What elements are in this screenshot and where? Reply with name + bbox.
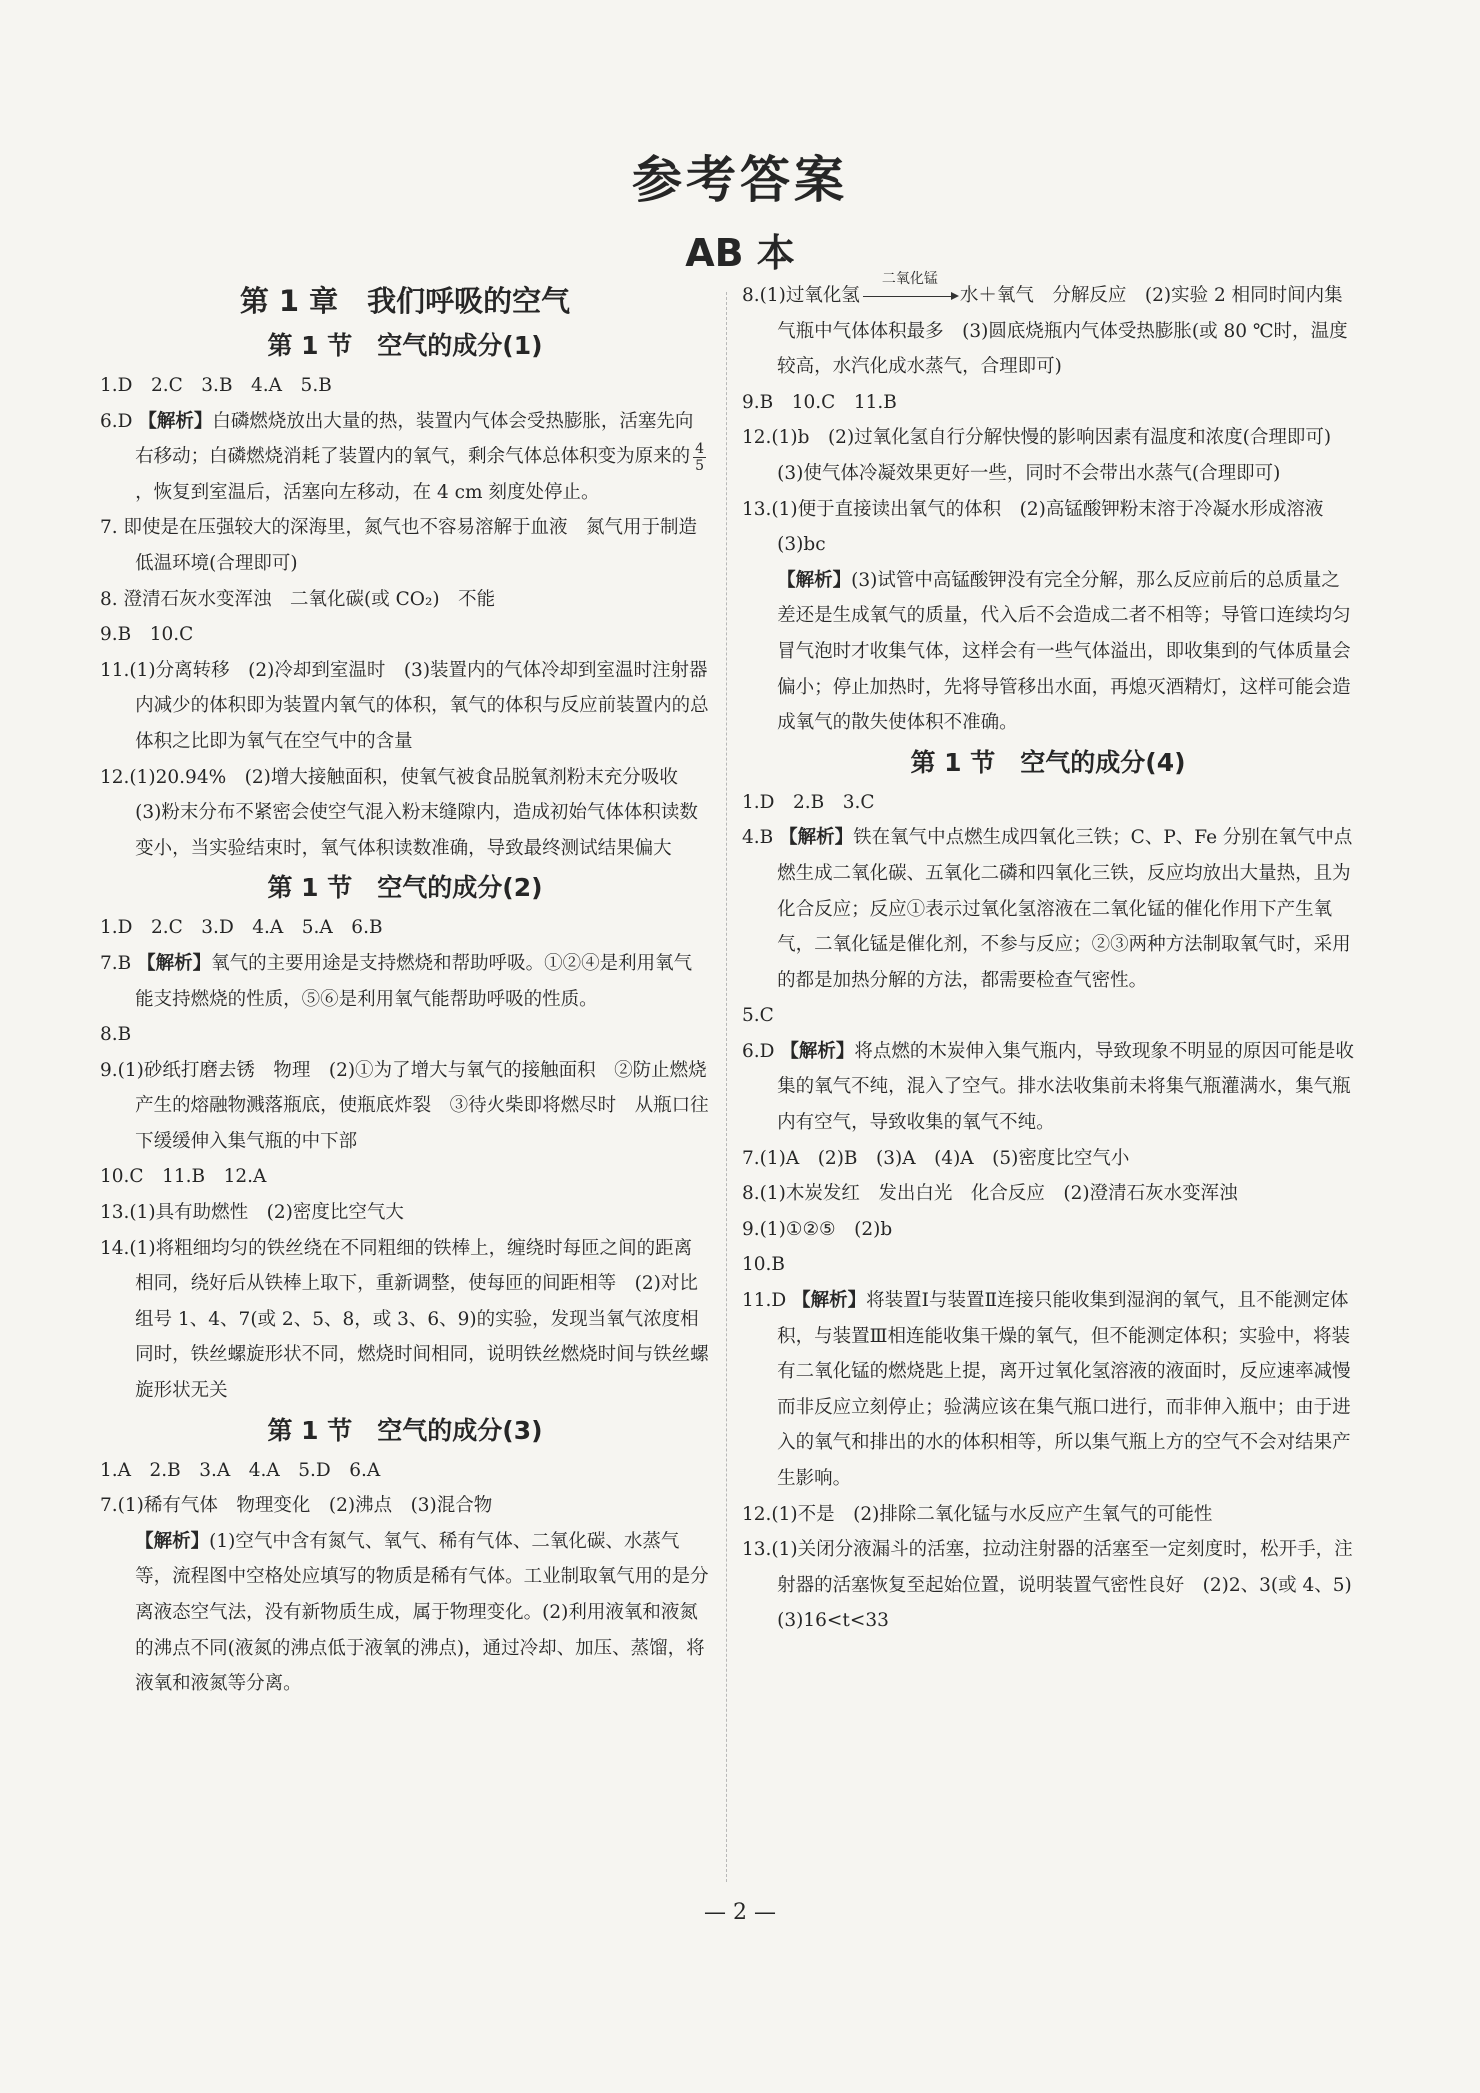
answer-text: 8.(1)过氧化氢 — [742, 285, 860, 306]
answer-item: 7.(1)稀有气体 物理变化 (2)沸点 (3)混合物 — [100, 1495, 493, 1517]
column-divider — [726, 292, 727, 1882]
answer-item: 5.C — [742, 1005, 774, 1027]
answer-item: 7.(1)A (2)B (3)A (4)A (5)密度比空气小 — [742, 1147, 1130, 1169]
answer-item: 10.B — [742, 1254, 786, 1276]
reaction-arrow — [863, 271, 957, 314]
answer-choice: B — [759, 827, 780, 849]
analysis-tag: 【解析】 — [792, 1290, 867, 1312]
question-number: 7. — [100, 952, 118, 974]
page-number: — 2 — — [704, 1900, 776, 1925]
chapter-heading: 第 1 章 我们呼吸的空气 — [239, 284, 571, 318]
analysis-tag: 【解析】 — [780, 1040, 855, 1062]
right-column — [742, 271, 1371, 1639]
analysis-block — [100, 1524, 710, 1702]
answer-item: 12.(1)不是 (2)排除二氧化锰与水反应产生氧气的可能性 — [742, 1503, 1213, 1525]
answer-item: 13.(1)关闭分液漏斗的活塞，拉动注射器的活塞至一定刻度时，松开手，注射器的活塞恢复至起始位置，说明装置气密性良好 (2)2、3(或 4、5) (3)16<t<33 — [742, 1539, 1371, 1632]
answer-item: 9.(1)①②⑤ (2)b — [742, 1218, 893, 1240]
answer-line: 1.D 2.C 3.D 4.A 5.A 6.B — [100, 917, 383, 939]
answer-item — [100, 946, 710, 1017]
analysis-text: (1)空气中含有氮气、氧气、稀有气体、二氧化碳、水蒸气等，流程图中空格处应填写的物质是稀有气体。工业制取氧气用的是分离液态空气法，没有新物质生成，属于物理变化。(2)利用液氧和液氮的沸点不同(液氮的沸点低于液氧的沸点)，通过冷却、加压、蒸馏，将液氧和液氮等分离。 — [135, 1530, 709, 1695]
page-subtitle: AB 本 — [685, 231, 795, 275]
answer-item: 8. 澄清石灰水变浑浊 二氧化碳(或 CO₂) 不能 — [100, 588, 496, 610]
section-heading: 第 1 节 空气的成分(4) — [910, 747, 1186, 777]
answer-text: 水＋氧气 分解反应 (2)实验 2 相同时间内集气瓶中气体体积最多 (3)圆底烧瓶内气体受热膨胀(或 80 ℃时，温度较高，水汽化成水蒸气，合理即可) — [777, 285, 1348, 378]
answer-choice: D — [771, 1290, 793, 1312]
analysis-text: 将装置Ⅰ与装置Ⅱ连接只能收集到湿润的氧气，且不能测定体积，与装置Ⅲ相连能收集干燥的氧气，但不能测定体积；实验中，将装有二氧化锰的燃烧匙上提，离开过氧化氢溶液的液面时，反应速率减慢而非反应立刻停止；验满应该在集气瓶口进行，而非伸入瓶中；由于进入的氧气和排出的水的体积相等，所以集气瓶上方的空气不会对结果产生影响。 — [777, 1290, 1351, 1489]
answer-item — [742, 271, 1354, 385]
analysis-tag: 【解析】 — [138, 410, 213, 432]
answer-item: 7. 即使是在压强较大的深海里，氮气也不容易溶解于血液 氮气用于制造低温环境(合理即可) — [100, 517, 698, 574]
answer-choice: B — [117, 952, 138, 974]
analysis-tag: 【解析】 — [777, 569, 852, 591]
answer-item: 12.(1)b (2)过氧化氢自行分解快慢的影响因素有温度和浓度(合理即可) (3)使气体冷凝效果更好一些，同时不会带出水蒸气(合理即可) — [742, 427, 1350, 484]
fraction-numerator: 4 — [695, 440, 705, 457]
page-title: 参考答案 — [632, 151, 848, 209]
question-number: 11. — [742, 1290, 772, 1312]
answer-item — [742, 1034, 1354, 1141]
answer-item: 13.(1)便于直接读出氧气的体积 (2)高锰酸钾粉末溶于冷凝水形成溶液 (3)bc — [742, 498, 1342, 556]
answer-line: 9.B 10.C 11.B — [742, 391, 897, 413]
answer-item: 11.(1)分离转移 (2)冷却到室温时 (3)装置内的气体冷却到室温时注射器内减少的体积即为装置内氧气的体积，氧气的体积与反应前装置内的总体积之比即为氧气在空气中的含量 — [100, 659, 709, 752]
answer-line: 1.D 2.B 3.C — [742, 791, 875, 813]
answer-item: 9.(1)砂纸打磨去锈 物理 (2)①为了增大与氧气的接触面积 ②防止燃烧产生的熔融物溅落瓶底，使瓶底炸裂 ③待火柴即将燃尽时 从瓶口往下缓缓伸入集气瓶的中下部 — [100, 1059, 709, 1152]
section-heading: 第 1 节 空气的成分(2) — [267, 873, 543, 903]
arrow-icon — [863, 296, 957, 297]
question-number: 6. — [742, 1040, 760, 1062]
analysis-text: ，恢复到室温后，活塞向左移动，在 4 cm 刻度处停止。 — [135, 481, 600, 503]
analysis-text: (3)试管中高锰酸钾没有完全分解，那么反应前后的总质量之差还是生成氧气的质量，代入后不会造成二者不相等；导管口连续均匀冒气泡时才收集气体，这样会有一些气体溢出，即收集到的气体质量会偏小；停止加热时，先将导管移出水面，再熄灭酒精灯，这样可能会造成氧气的散失使体积不准确。 — [777, 569, 1351, 734]
section-heading: 第 1 节 空气的成分(3) — [267, 1415, 543, 1445]
answer-item: 12.(1)20.94% (2)增大接触面积，使氧气被食品脱氧剂粉末充分吸收 (3)粉末分布不紧密会使空气混入粉末缝隙内，造成初始气体体积读数变小，当实验结束时，氧气体积读数准确，导致最终测试结果偏大 — [100, 766, 698, 859]
analysis-tag: 【解析】 — [779, 827, 854, 849]
fraction — [693, 441, 706, 474]
answer-item — [100, 404, 710, 511]
answer-item: 13.(1)具有助燃性 (2)密度比空气大 — [100, 1202, 404, 1224]
question-number: 4. — [742, 827, 760, 849]
question-number: 6. — [100, 410, 118, 432]
catalyst-label: 二氧化锰 — [881, 271, 938, 287]
answer-line: 1.D 2.C 3.B 4.A 5.B — [100, 375, 332, 396]
answer-line: 10.C 11.B 12.A — [100, 1166, 267, 1188]
answer-choice: D — [117, 410, 139, 432]
answer-item — [742, 1283, 1354, 1497]
analysis-text: 氧气的主要用途是支持燃烧和帮助呼吸。①②④是利用氧气能支持燃烧的性质，⑤⑥是利用氧气能帮助呼吸的性质。 — [135, 952, 693, 1010]
analysis-text: 将点燃的木炭伸入集气瓶内，导致现象不明显的原因可能是收集的氧气不纯，混入了空气。排水法收集前未将集气瓶灌满水，集气瓶内有空气，导致收集的氧气不纯。 — [777, 1040, 1354, 1134]
section-heading: 第 1 节 空气的成分(1) — [267, 331, 543, 360]
answer-line: 1.A 2.B 3.A 4.A 5.D 6.A — [100, 1459, 381, 1481]
answer-choice: D — [759, 1040, 781, 1062]
analysis-block — [742, 563, 1354, 741]
analysis-text: 白磷燃烧放出大量的热，装置内气体会受热膨胀，活塞先向右移动；白磷燃烧消耗了装置内的氧气，剩余气体总体积变为原来的 — [135, 410, 694, 468]
answer-line: 9.B 10.C — [100, 624, 194, 646]
answer-item: 14.(1)将粗细均匀的铁丝绕在不同粗细的铁棒上，缠绕时每匝之间的距离相同，绕好后从铁棒上取下，重新调整，使每匝的间距相等 (2)对比组号 1、4、7(或 2、5、8，或 3、6、9)的实验，发现当氧气浓度相同时，铁丝螺旋形状不同，燃烧时间相同，说明铁丝燃烧时间与铁丝螺旋形状无关 — [100, 1237, 709, 1402]
answer-item: 8.B — [100, 1024, 132, 1046]
fraction-denominator: 5 — [695, 457, 705, 474]
answer-item: 8.(1)木炭发红 发出白光 化合反应 (2)澄清石灰水变浑浊 — [742, 1183, 1238, 1205]
answer-item — [742, 820, 1354, 998]
analysis-tag: 【解析】 — [135, 1530, 210, 1552]
analysis-tag: 【解析】 — [137, 952, 212, 974]
analysis-text: 铁在氧气中点燃生成四氧化三铁；C、P、Fe 分别在氧气中点燃生成二氧化碳、五氧化二磷和四氧化三铁，反应均放出大量热，且为化合反应；反应①表示过氧化氢溶液在二氧化锰的催化作用下产生氧气，二氧化锰是催化剂，不参与反应；②③两种方法制取氧气时，采用的都是加热分解的方法，都需要检查气密性。 — [777, 827, 1353, 991]
left-column — [100, 278, 710, 1702]
